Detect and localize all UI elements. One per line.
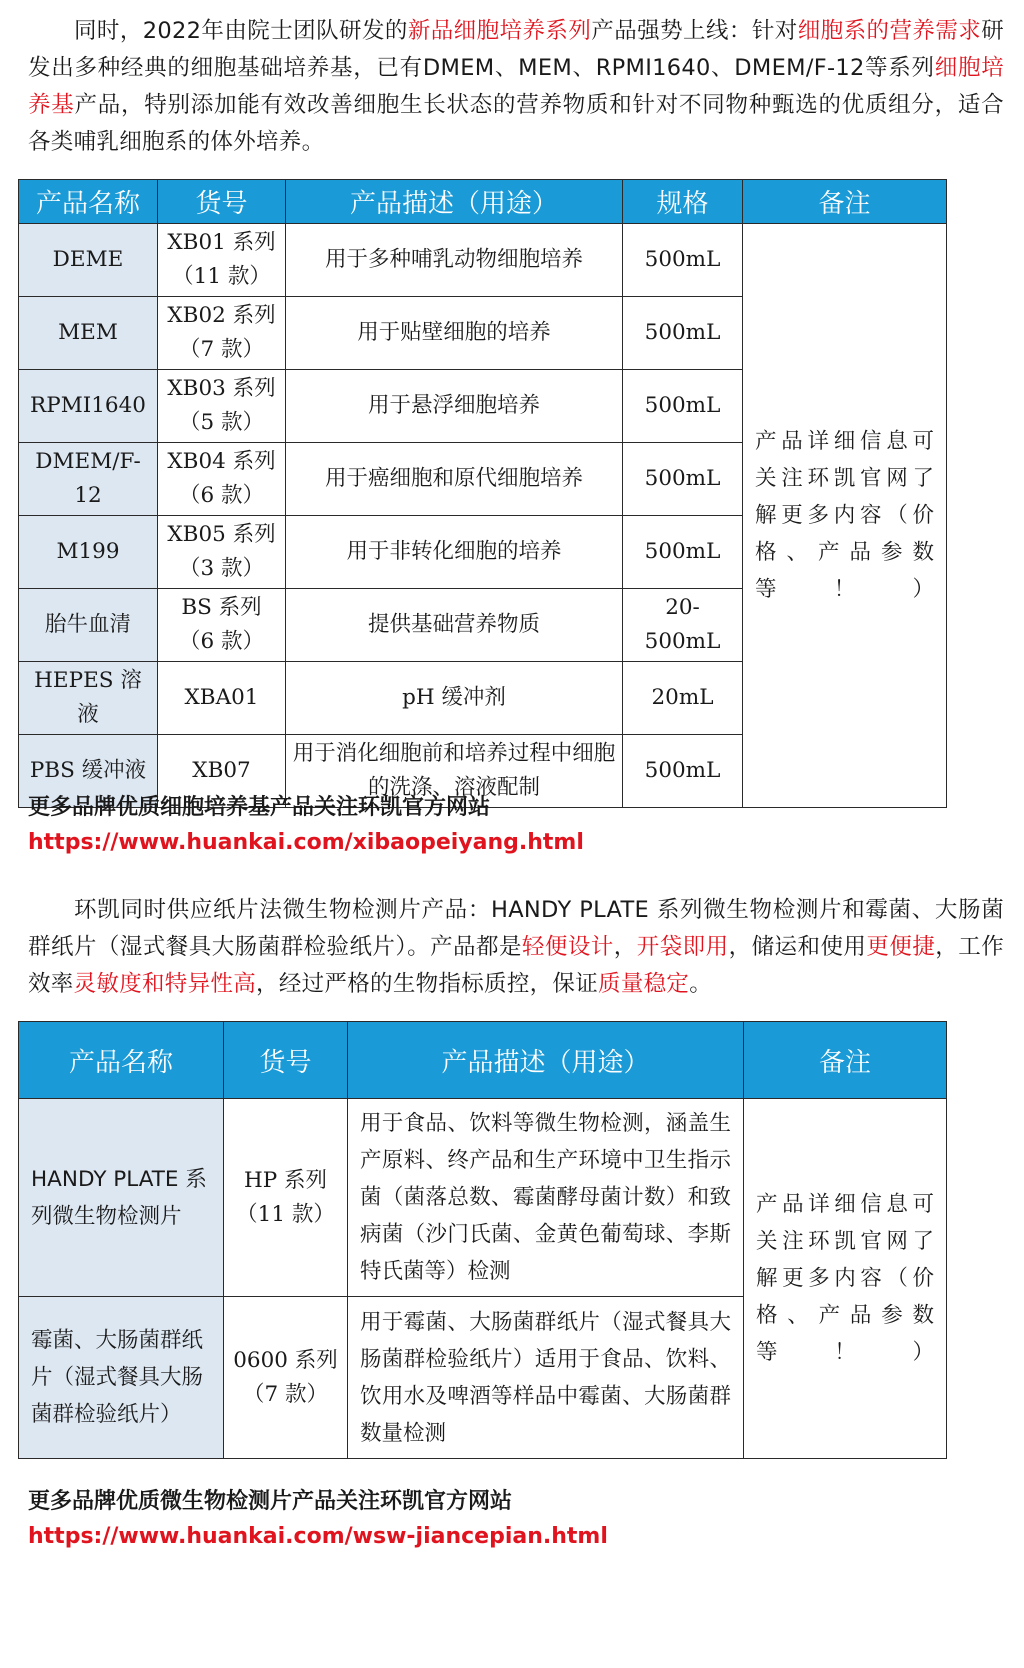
item-code-cell — [158, 589, 286, 662]
spec-cell: 500mL — [623, 516, 743, 589]
item-code: XB05 系列 — [167, 522, 276, 547]
item-count: （7 款） — [178, 337, 264, 362]
more-products-text-culture: 更多品牌优质细胞培养基产品关注环凯官方网站 — [28, 794, 491, 820]
description-cell: 用于食品、饮料等微生物检测，涵盖生产原料、终产品和生产环境中卫生指示菌（菌落总数、霉菌酵母菌计数）和致病菌（沙门氏菌、金黄色葡萄球、李斯特氏菌等）检测 — [348, 1099, 744, 1297]
intro1-highlight-1: 新品细胞培养系列 — [407, 18, 592, 44]
intro2-highlight-3: 更便捷 — [866, 934, 936, 960]
table-row — [19, 1099, 947, 1297]
intro-paragraph-test-plates — [28, 892, 1004, 1003]
product-name-cell: RPMI1640 — [19, 370, 158, 443]
intro2-text-2: ， — [613, 934, 637, 960]
item-code-cell — [158, 370, 286, 443]
intro2-highlight-5: 质量稳定 — [598, 971, 690, 997]
spec-cell: 500mL — [623, 370, 743, 443]
description-cell: 用于贴壁细胞的培养 — [286, 297, 623, 370]
header-remarks: 备注 — [744, 1022, 947, 1099]
header-product-name: 产品名称 — [19, 180, 158, 224]
description-cell: 用于消化细胞前和培养过程中细胞的洗涤、溶液配制 — [286, 735, 623, 808]
culture-website-link[interactable]: https://www.huankai.com/xibaopeiyang.html — [28, 830, 584, 855]
item-count: （11 款） — [236, 1201, 335, 1227]
description-cell: 用于多种哺乳动物细胞培养 — [286, 224, 623, 297]
intro2-text-1: 环凯同时供应纸片法微生物检测片产品：HANDY PLATE 系列微生物检测片和霉菌、大肠菌群纸片（湿式餐具大肠菌群检验纸片）。产品都是 — [28, 897, 1004, 960]
item-code: XB03 系列 — [167, 376, 276, 401]
intro1-highlight-3: 细胞培养基 — [28, 55, 1004, 118]
item-count: （6 款） — [178, 629, 264, 654]
item-count: （11 款） — [172, 264, 271, 289]
remarks-cell: 产品详细信息可关注环凯官网了解更多内容（价格、产品参数等！） — [744, 1099, 947, 1459]
header-description: 产品描述（用途） — [348, 1022, 744, 1099]
description-cell: 用于非转化细胞的培养 — [286, 516, 623, 589]
item-code: XB02 系列 — [167, 303, 276, 328]
spec-cell: 500mL — [623, 735, 743, 808]
more-products-text-plates: 更多品牌优质微生物检测片产品关注环凯官方网站 — [28, 1488, 513, 1514]
intro-paragraph-cell-culture — [28, 13, 1004, 161]
header-item-code: 货号 — [158, 180, 286, 224]
spec-cell: 500mL — [623, 297, 743, 370]
table-header-row — [19, 180, 947, 224]
item-code: 0600 系列 — [233, 1347, 338, 1373]
product-name-cell: DEME — [19, 224, 158, 297]
header-item-code: 货号 — [224, 1022, 348, 1099]
intro2-text-3: ，储运和使用 — [728, 934, 867, 960]
intro1-text-3: 研发出多种经典的细胞基础培养基，已有DMEM、MEM、RPMI1640、DMEM/F-12等系列 — [28, 18, 1005, 81]
cell-culture-product-table — [18, 179, 947, 808]
item-count: （6 款） — [178, 483, 264, 508]
header-product-name: 产品名称 — [19, 1022, 224, 1099]
plates-website-link[interactable]: https://www.huankai.com/wsw-jiancepian.html — [28, 1524, 608, 1549]
item-code-cell — [158, 224, 286, 297]
intro2-text-5: ，经过严格的生物指标质控，保证 — [256, 971, 599, 997]
item-count: （5 款） — [178, 410, 264, 435]
intro1-highlight-2: 细胞系的营养需求 — [797, 18, 982, 44]
table-header-row — [19, 1022, 947, 1099]
description-cell: 提供基础营养物质 — [286, 589, 623, 662]
item-code-cell — [158, 443, 286, 516]
intro1-text-2: 产品强势上线：针对 — [591, 18, 798, 44]
remarks-cell: 产品详细信息可关注环凯官网了解更多内容（价格、产品参数等！） — [743, 224, 947, 808]
item-code-cell — [158, 297, 286, 370]
product-name-cell: 霉菌、大肠菌群纸片（湿式餐具大肠菌群检验纸片） — [19, 1297, 224, 1459]
item-code: HP 系列 — [243, 1167, 328, 1193]
spec-cell: 20mL — [623, 662, 743, 735]
intro2-text-6: 。 — [689, 971, 713, 997]
item-code-cell — [224, 1297, 348, 1459]
spec-cell: 500mL — [623, 443, 743, 516]
product-name-cell: MEM — [19, 297, 158, 370]
description-cell: 用于霉菌、大肠菌群纸片（湿式餐具大肠菌群检验纸片）适用于食品、饮料、饮用水及啤酒等样品中霉菌、大肠菌群数量检测 — [348, 1297, 744, 1459]
test-plate-product-table — [18, 1021, 947, 1459]
product-name-cell: PBS 缓冲液 — [19, 735, 158, 808]
header-remarks: 备注 — [743, 180, 947, 224]
item-code-cell — [224, 1099, 348, 1297]
item-code: BS 系列 — [181, 595, 262, 620]
item-code-cell — [158, 516, 286, 589]
header-spec: 规格 — [623, 180, 743, 224]
intro1-text-4: 产品，特别添加能有效改善细胞生长状态的营养物质和针对不同物种甄选的优质组分，适合各类哺乳细胞系的体外培养。 — [28, 92, 1004, 155]
item-count: （3 款） — [178, 556, 264, 581]
header-description: 产品描述（用途） — [286, 180, 623, 224]
spec-cell: 20-500mL — [623, 589, 743, 662]
item-code-cell: XBA01 — [158, 662, 286, 735]
intro2-highlight-1: 轻便设计 — [521, 934, 614, 960]
description-cell: 用于癌细胞和原代细胞培养 — [286, 443, 623, 516]
item-code: XB01 系列 — [167, 230, 276, 255]
description-cell: 用于悬浮细胞培养 — [286, 370, 623, 443]
product-name-cell: HEPES 溶液 — [19, 662, 158, 735]
intro1-text-1: 同时，2022年由院士团队研发的 — [74, 18, 408, 44]
spec-cell: 500mL — [623, 224, 743, 297]
description-cell: pH 缓冲剂 — [286, 662, 623, 735]
product-name-cell: DMEM/F-12 — [19, 443, 158, 516]
item-count: （7 款） — [242, 1381, 328, 1407]
intro2-highlight-4: 灵敏度和特异性高 — [73, 971, 257, 997]
product-name-cell: 胎牛血清 — [19, 589, 158, 662]
intro2-text-4: ，工作效率 — [28, 934, 1005, 997]
table-row — [19, 224, 947, 297]
product-name-cell: HANDY PLATE 系列微生物检测片 — [19, 1099, 224, 1297]
intro2-highlight-2: 开袋即用 — [636, 934, 729, 960]
item-code: XB04 系列 — [167, 449, 276, 474]
item-code-cell: XB07 — [158, 735, 286, 808]
product-name-cell: M199 — [19, 516, 158, 589]
